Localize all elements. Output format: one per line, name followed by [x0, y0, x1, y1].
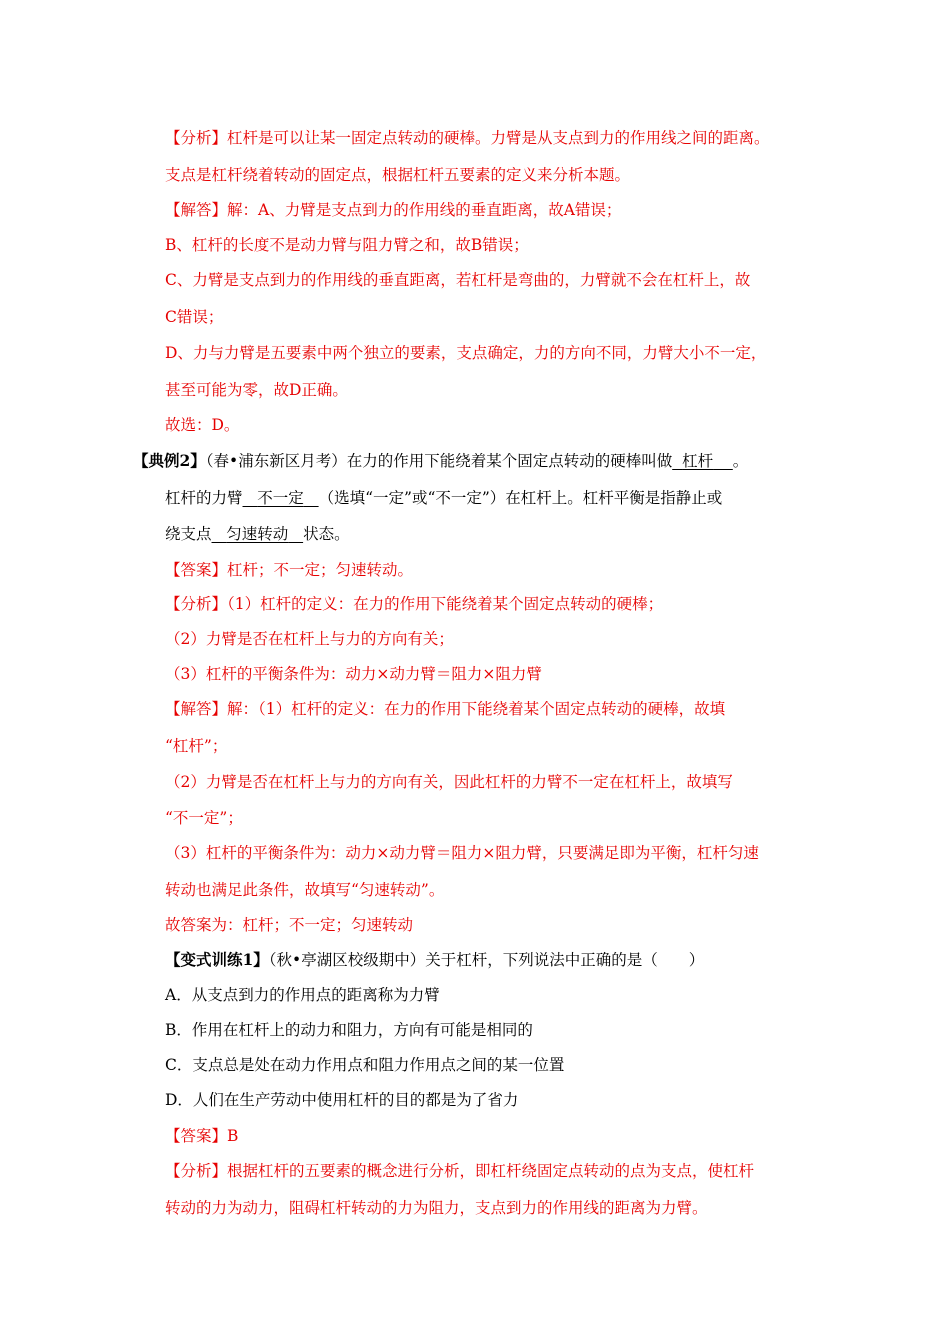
example2-final-answer: 故答案为：杠杆；不一定；匀速转动	[165, 916, 414, 934]
example2-solution-line-6: 转动也满足此条件，故填写“匀速转动”。	[165, 881, 445, 899]
analysis-tag: 【分析】	[165, 129, 228, 147]
example2-solution-line-3: （2）力臂是否在杠杆上与力的方向有关，因此杠杆的力臂不一定在杠杆上，故填写	[165, 773, 733, 791]
block1-solution-line-6: 甚至可能为零，故D正确。	[165, 381, 348, 399]
variant1-answer: 【答案】B	[165, 1127, 239, 1145]
variant1-option-c: C．支点总是处在动力作用点和阻力作用点之间的某一位置	[165, 1056, 565, 1074]
example2-question-line-2: 杠杆的力臂 不一定 （选填“一定”或“不一定”）在杠杆上。杠杆平衡是指静止或	[165, 489, 723, 507]
blank-answer-3: 匀速转动	[226, 525, 289, 543]
variant1-option-b: B．作用在杠杆上的动力和阻力，方向有可能是相同的	[165, 1021, 533, 1039]
answer-tag: 【答案】	[165, 1127, 228, 1145]
solution-tag: 【解答】	[165, 201, 228, 219]
block1-analysis-line-2: 支点是杠杆绕着转动的固定点，根据杠杆五要素的定义来分析本题。	[165, 166, 631, 184]
block1-solution-line-1: 【解答】解：A、力臂是支点到力的作用线的垂直距离，故A错误；	[165, 201, 622, 219]
example2-answer: 【答案】杠杆；不一定；匀速转动。	[165, 561, 414, 579]
block1-solution-line-5: D、力与力臂是五要素中两个独立的要素，支点确定，力的方向不同，力臂大小不一定，	[165, 344, 767, 362]
example2-question-line-1: 【典例2】（春•浦东新区月考）在力的作用下能绕着某个固定点转动的硬棒叫做 杠杆 。	[133, 451, 749, 470]
example-tag: 【典例2】	[133, 451, 206, 470]
example2-solution-line-2: “杠杆”；	[165, 737, 228, 755]
block1-choice: 故选：D。	[165, 416, 240, 434]
blank-answer-1: 杠杆	[682, 452, 714, 470]
block1-analysis-line-1: 【分析】杠杆是可以让某一固定点转动的硬棒。力臂是从支点到力的作用线之间的距离。	[165, 129, 770, 147]
blank-answer-2: 不一定	[257, 489, 304, 507]
variant1-option-d: D．人们在生产劳动中使用杠杆的目的都是为了省力	[165, 1091, 519, 1109]
variant1-question: 【变式训练1】（秋•亭湖区校级期中）关于杠杆，下列说法中正确的是（ ）	[165, 950, 705, 969]
example2-solution-line-5: （3）杠杆的平衡条件为：动力×动力臂＝阻力×阻力臂，只要满足即为平衡，杠杆匀速	[165, 844, 759, 862]
example2-analysis-line-3: （3）杠杆的平衡条件为：动力×动力臂＝阻力×阻力臂	[165, 665, 542, 683]
analysis-tag: 【分析】	[165, 1162, 228, 1180]
variant1-option-a: A．从支点到力的作用点的距离称为力臂	[165, 986, 440, 1004]
example2-solution-line-1: 【解答】解：（1）杠杆的定义：在力的作用下能绕着某个固定点转动的硬棒，故填	[165, 700, 726, 718]
answer-tag: 【答案】	[165, 561, 228, 579]
example2-solution-line-4: “不一定”；	[165, 809, 243, 827]
example2-analysis-line-2: （2）力臂是否在杠杆上与力的方向有关；	[165, 630, 454, 648]
solution-tag: 【解答】	[165, 700, 228, 718]
block1-solution-line-2: B、杠杆的长度不是动力臂与阻力臂之和，故B错误；	[165, 236, 529, 254]
analysis-tag: 【分析】	[165, 595, 228, 613]
block1-solution-line-3: C、力臂是支点到力的作用线的垂直距离，若杠杆是弯曲的，力臂就不会在杠杆上，故	[165, 271, 751, 289]
variant1-analysis-line-1: 【分析】根据杠杆的五要素的概念进行分析，即杠杆绕固定点转动的点为支点，使杠杆	[165, 1162, 755, 1180]
variant1-analysis-line-2: 转动的力为动力，阻碍杠杆转动的力为阻力，支点到力的作用线的距离为力臂。	[165, 1199, 708, 1217]
variant-tag: 【变式训练1】	[165, 950, 269, 969]
block1-solution-line-4: C错误；	[165, 308, 224, 326]
example2-question-line-3: 绕支点 匀速转动 状态。	[165, 525, 350, 543]
example2-analysis-line-1: 【分析】（1）杠杆的定义：在力的作用下能绕着某个固定点转动的硬棒；	[165, 595, 664, 613]
